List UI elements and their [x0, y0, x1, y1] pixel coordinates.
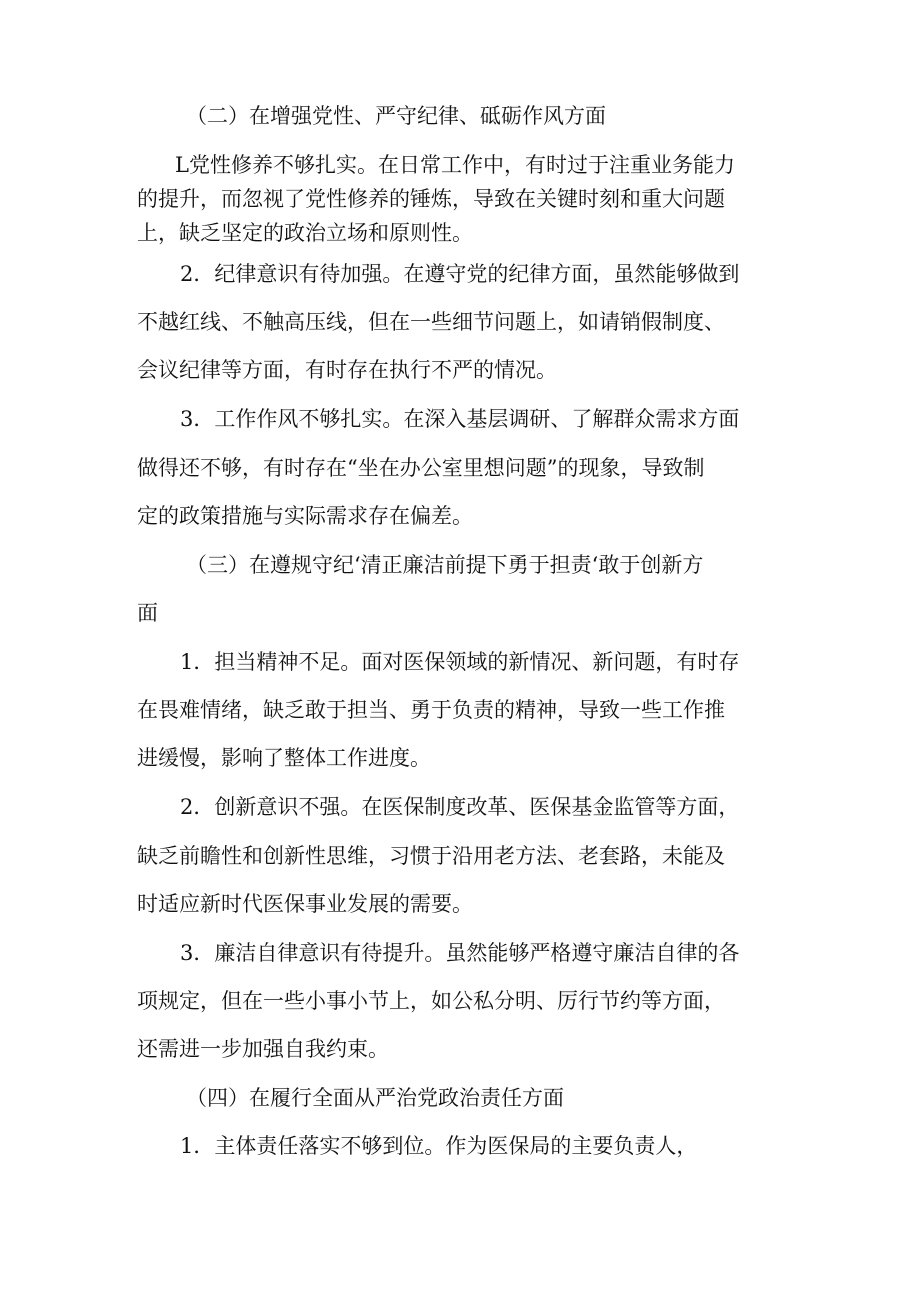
paragraph-line — [0, 889, 920, 919]
line-text: L党性修养不够扎实。在日常工作中，有时过于注重业务能力 — [175, 153, 735, 177]
paragraph-line — [0, 647, 920, 677]
line-text: 的提升，而忽视了党性修养的锤炼，导致在关键时刻和重大问题 — [137, 187, 725, 211]
paragraph-line — [0, 841, 920, 871]
section-heading-2 — [0, 101, 920, 131]
line-text: （四）在履行全面从严治党政治责任方面 — [186, 1086, 564, 1110]
paragraph-line — [0, 938, 920, 968]
paragraph-line — [0, 743, 920, 773]
line-text: 3．工作作风不够扎实。在深入基层调研、了解群众需求方面 — [180, 407, 740, 431]
line-text: 做得还不够，有时存在“坐在办公室里想问题”的现象，导致制 — [137, 456, 705, 480]
line-text: 3．廉洁自律意识有待提升。虽然能够严格遵守廉洁自律的各 — [180, 941, 740, 965]
line-text: 定的政策措施与实际需求存在偏差。 — [137, 504, 473, 528]
line-text: 1．主体责任落实不够到位。作为医保局的主要负责人， — [180, 1134, 698, 1158]
paragraph-line — [0, 1034, 920, 1064]
line-text: 会议纪律等方面，有时存在执行不严的情况。 — [137, 358, 557, 382]
paragraph-line — [0, 404, 920, 434]
line-text: 缺乏前瞻性和创新性思维，习惯于沿用老方法、老套路，未能及 — [137, 844, 725, 868]
paragraph-line — [0, 218, 920, 248]
paragraph-line — [0, 355, 920, 385]
paragraph-line — [0, 259, 920, 289]
section-heading-4 — [0, 1083, 920, 1113]
section-heading-3 — [0, 550, 920, 580]
paragraph-line — [0, 501, 920, 531]
line-text: 还需进一步加强自我约束。 — [137, 1037, 389, 1061]
paragraph-line — [0, 184, 920, 214]
paragraph-line — [0, 695, 920, 725]
line-text: （三）在遵规守纪‘清正廉洁前提下勇于担责‘敢于创新方 — [186, 553, 704, 577]
paragraph-line — [0, 453, 920, 483]
line-text: 进缓慢，影响了整体工作进度。 — [137, 746, 431, 770]
line-text: 面 — [137, 601, 158, 625]
line-text: 2．创新意识不强。在医保制度改革、医保基金监管等方面， — [180, 795, 740, 819]
section-heading-3-continued — [0, 598, 920, 628]
paragraph-line — [0, 150, 920, 180]
paragraph-line — [0, 1131, 920, 1161]
line-text: 在畏难情绪，缺乏敢于担当、勇于负责的精神，导致一些工作推 — [137, 698, 725, 722]
line-text: 不越红线、不触高压线，但在一些细节问题上，如请销假制度、 — [137, 310, 725, 334]
line-text: （二）在增强党性、严守纪律、砥砺作风方面 — [186, 104, 606, 128]
line-text: 上，缺乏坚定的政治立场和原则性。 — [137, 221, 473, 245]
line-text: 1．担当精神不足。面对医保领域的新情况、新问题，有时存 — [180, 650, 740, 674]
line-text: 时适应新时代医保事业发展的需要。 — [137, 892, 473, 916]
paragraph-line — [0, 986, 920, 1016]
line-text: 项规定，但在一些小事小节上，如公私分明、厉行节约等方面， — [137, 989, 725, 1013]
line-text: 2．纪律意识有待加强。在遵守党的纪律方面，虽然能够做到 — [180, 262, 740, 286]
paragraph-line — [0, 792, 920, 822]
paragraph-line — [0, 307, 920, 337]
